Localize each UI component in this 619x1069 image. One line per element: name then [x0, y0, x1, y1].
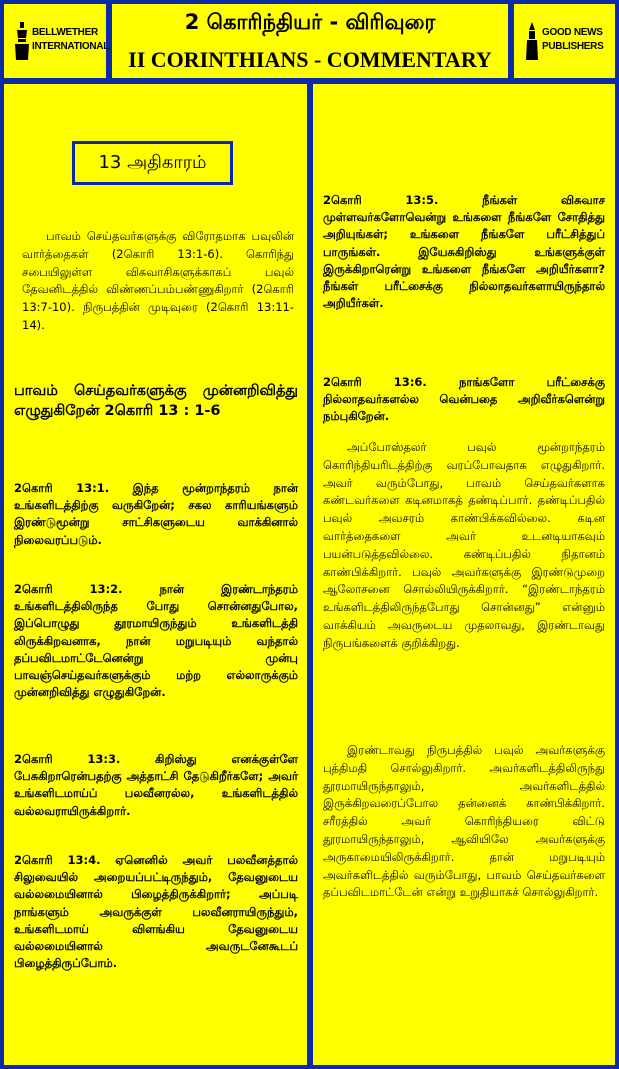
title-english: II CORINTHIANS - COMMENTARY [128, 47, 492, 72]
good-news-logo [522, 18, 608, 64]
logo-text [542, 26, 603, 54]
commentary-paragraph-2: இரண்டாவது நிருபத்தில் பவுல் அவர்களுக்கு புத்திமதி சொல்லுகிறார். அவர்களிடத்திலிருந்து தூரமாயிருந்தாலும், அவர்களிடத்தில் இருக்கிறவரைப்போல தன்னைக் காண்பிக்கிறார். சரீரத்தில் அவர் கொரிந்தியரை விட்டு தூரமாயிருந்தாலும், ஆவியிலே அவர்களுக்கு அருகாமையிலிருக்கிறார். தான் மறுபடியும் அவர்களிடத்தில் வரும்போது, பாவம் செய்தவர்களை தப்பவிடமாட்டேன் என்று உறுதியாகச் சொல்லுகிறார். [323, 743, 605, 900]
verse-13-2: 2கொரி 13:2. நான் இரண்டாந்தரம் உங்களிடத்திலிருந்த போது சொன்னதுபோல, இப்பொழுது தூரமாயிருந்தும் உங்களிடத்தி லிருக்கிறவனாக, நான் மறுபடியும் வந்தால் தப்பவிடமாட்டேனென்று முன்பு பாவஞ்செய்தவர்களுக்கும் மற்ற எல்லாருக்கும் முன்னறிவித்து எழுதுகிறேன். [14, 582, 298, 700]
bell-tower-icon [14, 22, 30, 62]
commentary-paragraph-1: அப்போஸ்தலர் பவுல் மூன்றாந்தரம் கொரிந்தியரிடத்திற்கு வரப்போவதாக எழுதுகிறார். அவர் வரும்போது, பாவம் செய்தவர்களாக கண்டவர்களை கடினமாகத் தண்டிப்பார். தண்டிப்பதில் பவுல் அவசரம் காண்பிக்கவில்லை. கடின வார்த்தைகளை அவர் உடனடியாகவும் பயன்படுத்தவில்லை. கண்டிப்பதில் நிதானம் காண்பிக்கிறார். பவுல் அவர்களுக்கு இரண்டுமுறை ஆலோசனை சொல்லியிருக்கிறார். “இரண்டாந்தரம் உங்களிடத்திலிருந்தபோது சொன்னது” என்னும் வாக்கியம் அவருடைய முதலாவது, இரண்டாவது நிருபங்களைக் குறிக்கிறது. [323, 440, 605, 650]
chapter-intro: பாவம் செய்தவர்களுக்கு விரோதமாக பவுலின் வார்த்தைகள் (2கொரி 13:1-6). கொரிந்து சபையிலுள்ள விசுவாசிகளுக்காகப் பவுல் தேவனிடத்தில் விண்ணப்பம்பண்ணுகிறார் (2கொரி 13:7-10). நிருபத்தின் முடிவுரை (2கொரி 13:11-14). [22, 229, 294, 332]
logo-text [32, 26, 109, 54]
verse-13-1: 2கொரி 13:1. இந்த மூன்றாந்தரம் நான் உங்களிடத்திற்கு வருகிறேன்; சகல காரியங்களும் இரண்டுமூன்று சாட்சிகளுடைய வாக்கினால் நிலைவரப்படும். [14, 481, 298, 547]
title-tamil: 2 கொரிந்தியர் - விரிவுரை [184, 10, 436, 34]
left-column [4, 84, 307, 1065]
verse-13-6: 2கொரி 13:6. நாங்களோ பரீட்சைக்கு நில்லாதவர்களல்ல வென்பதை அறிவீர்களென்று நம்புகிறேன். [323, 375, 605, 424]
section-heading: பாவம் செய்தவர்களுக்கு முன்னறிவித்து எழுதுகிறேன் 2கொரி 13 : 1-6 [14, 383, 298, 419]
logo-line-1: BELLWETHER [32, 27, 98, 38]
chapter-label: 13 அதிகாரம் [72, 141, 233, 185]
logo-line-1: GOOD NEWS [542, 27, 603, 38]
tower-icon [524, 22, 540, 62]
publisher-logo-left [4, 4, 110, 78]
publisher-logo-right [514, 4, 615, 78]
verse-13-5: 2கொரி 13:5. நீங்கள் விசுவாச முள்ளவர்களோவென்று உங்களை நீங்களே சோதித்து அறியுங்கள்; உங்களை நீங்களே பரீட்சித்துப் பாருங்கள். இயேசுகிறிஸ்து உங்களுக்குள் இருக்கிறாரென்று உங்களை நீங்களே அறியீர்களா? நீங்கள் பரீட்சைக்கு நில்லாதவர்களாயிருந்தால் அறியீர்கள். [323, 193, 605, 311]
logo-line-2: INTERNATIONAL [32, 41, 110, 52]
verse-13-3: 2கொரி 13:3. கிறிஸ்து எனக்குள்ளே பேசுகிறாரென்பதற்கு அத்தாட்சி தேடுகிறீர்களே; அவர் உங்களிடமாய்ப் பலவீனரல்ல, உங்களிடத்தில் வல்லவராயிருக்கிறார். [14, 752, 298, 818]
verse-13-4: 2கொரி 13:4. ஏனெனில் அவர் பலவீனத்தால் சிலுவையில் அறையப்பட்டிருந்தும், தேவனுடைய வல்லமையினால் பிழைத்திருக்கிறார்; அப்படி நாங்களும் அவருக்குள் பலவீனராயிருந்தும், உங்களிடமாய் விளங்கிய தேவனுடைய வல்லமையினால் அவருடனேகூடப் பிழைத்திருப்போம். [14, 853, 298, 971]
logo-line-2: PUBLISHERS [542, 41, 604, 52]
right-column [313, 84, 615, 1065]
bellwether-logo [12, 18, 110, 64]
title-banner [112, 4, 508, 78]
